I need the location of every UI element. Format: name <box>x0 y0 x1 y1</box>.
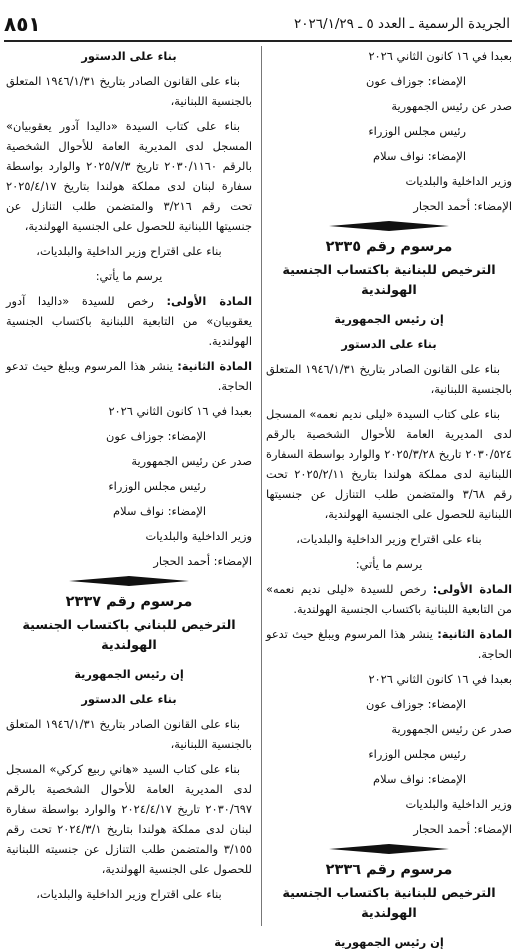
gazette-header-title: الجريدة الرسمية ـ العدد ٥ ـ ٢٠٢٦/١/٢٩ <box>294 16 510 32</box>
decree-letter: بناء على كتاب السيدة «داليدا آدور يعقوبيان» المسجل لدى المديرية العامة للأحوال الشخصية بالرقم ٢٠٣٠/١١٦٠ تاريخ ٢٠٢٥/٧/٣ والوارد بواسطة سفارة لبنان لدى مملكة هولندا بتاريخ ٢٠٢٥/٤/١٧ تحت رقم ٣/٢١٦ والمتضمن طلب التنازل عن جنسيتها اللبنانية للحصول على الجنسية الهولندية، <box>6 119 253 233</box>
issued-by: صدر عن رئيس الجمهورية <box>391 722 512 736</box>
date-line: بعبدا في ١٦ كانون الثاني ٢٠٢٦ <box>108 404 252 418</box>
pm-title: رئيس مجلس الوزراء <box>368 124 466 138</box>
minister-title: وزير الداخلية والبلديات <box>145 529 252 543</box>
article-text: ينشر هذا المرسوم ويبلغ حيث تدعو الحاجة. <box>266 627 512 661</box>
article-2 <box>6 356 252 396</box>
page-number: ٨٥١ <box>4 12 41 36</box>
issued-by: صدر عن رئيس الجمهورية <box>391 99 512 113</box>
decree-president: إن رئيس الجمهورية <box>334 312 444 326</box>
minister-title: وزير الداخلية والبلديات <box>405 174 512 188</box>
decree-subject: الترخيص للبنانية باكتساب الجنسية الهولندية <box>282 263 496 298</box>
decree-president: إن رئيس الجمهورية <box>334 935 444 949</box>
decree-proposal: بناء على اقتراح وزير الداخلية والبلديات، <box>36 244 222 258</box>
decree-word: يرسم ما يأتي: <box>95 269 163 283</box>
decree-constitution: بناء على الدستور <box>81 49 177 63</box>
article-text: ينشر هذا المرسوم ويبلغ حيث تدعو الحاجة. <box>6 359 252 393</box>
column-divider <box>261 46 262 926</box>
article-1 <box>266 579 512 619</box>
decree-title: مرسوم رقم ٢٣٣٦ <box>325 862 453 878</box>
minister-signature: الإمضاء: أحمد الحجار <box>413 199 512 213</box>
pm-signature: الإمضاء: نواف سلام <box>113 504 206 518</box>
decree-letter: بناء على كتاب السيدة «ليلى نديم نعمه» المسجل لدى المديرية العامة للأحوال الشخصية بالرقم ٢٠٣٠/٥٢٤ تاريخ ٢٠٢٥/٣/٢٨ والوارد بواسطة السفارة اللبنانية لدى مملكة هولندا بتاريخ ٢٠٢٥/٢/١١ تحت رقم ٣/٦٨ والمتضمن طلب التنازل عن جنسيتها اللبنانية للحصول على الجنسية الهولندية، <box>266 407 512 521</box>
decree-proposal: بناء على اقتراح وزير الداخلية والبلديات، <box>296 532 482 546</box>
decree-subject: الترخيص للبنانية باكتساب الجنسية الهولندية <box>282 886 496 921</box>
minister-signature: الإمضاء: أحمد الحجار <box>413 822 512 836</box>
pm-signature: الإمضاء: نواف سلام <box>373 149 466 163</box>
decree-letter: بناء على كتاب السيد «هاني ربيع كركي» المسجل لدى المديرية العامة للأحوال الشخصية بالرقم ٢٠٣٠/٦٩٧ تاريخ ٢٠٢٤/٤/١٧ والوارد بواسطة سفارة لبنان لدى مملكة هولندا بتاريخ ٢٠٢٤/٣/١ تحت رقم ٣/١٥٥ والمتضمن طلب التنازل عن جنسيته اللبنانية للحصول على الجنسية الهولندية، <box>6 762 252 876</box>
decree-constitution: بناء على الدستور <box>81 692 177 706</box>
header-divider <box>4 40 512 42</box>
decree-proposal: بناء على اقتراح وزير الداخلية والبلديات، <box>36 887 222 901</box>
president-signature: الإمضاء: جوزاف عون <box>366 697 466 711</box>
left-column <box>6 46 252 931</box>
decree-constitution: بناء على الدستور <box>341 337 437 351</box>
minister-signature: الإمضاء: أحمد الحجار <box>153 554 252 568</box>
right-column <box>266 46 512 949</box>
article-text: رخص للسيدة «ليلى نديم نعمه» من التابعية اللبنانية باكتساب الجنسية الهولندية. <box>266 582 512 616</box>
section-ornament <box>329 844 449 854</box>
article-label: المادة الثانية: <box>437 627 512 641</box>
decree-word: يرسم ما يأتي: <box>355 557 423 571</box>
decree-title: مرسوم رقم ٢٣٣٥ <box>325 239 453 255</box>
date-line: بعبدا في ١٦ كانون الثاني ٢٠٢٦ <box>368 672 512 686</box>
section-ornament <box>69 576 189 586</box>
pm-title: رئيس مجلس الوزراء <box>368 747 466 761</box>
decree-law: بناء على القانون الصادر بتاريخ ١٩٤٦/١/٣١ المتعلق بالجنسية اللبنانية، <box>6 74 252 108</box>
page-header <box>4 10 510 38</box>
issued-by: صدر عن رئيس الجمهورية <box>131 454 252 468</box>
decree-title: مرسوم رقم ٢٣٣٧ <box>65 594 193 610</box>
pm-title: رئيس مجلس الوزراء <box>108 479 206 493</box>
decree-president: إن رئيس الجمهورية <box>74 667 184 681</box>
section-ornament <box>329 221 449 231</box>
article-text: رخص للسيدة «داليدا آدور يعقوبيان» من التابعية اللبنانية باكتساب الجنسية الهولندية. <box>6 294 252 348</box>
president-signature: الإمضاء: جوزاف عون <box>366 74 466 88</box>
article-label: المادة الأولى: <box>166 294 253 308</box>
minister-title: وزير الداخلية والبلديات <box>405 797 512 811</box>
decree-subject: الترخيص للبناني باكتساب الجنسية الهولندية <box>22 618 236 653</box>
pm-signature: الإمضاء: نواف سلام <box>373 772 466 786</box>
article-label: المادة الثانية: <box>177 359 252 373</box>
article-1 <box>6 291 252 351</box>
article-2 <box>266 624 512 664</box>
decree-law: بناء على القانون الصادر بتاريخ ١٩٤٦/١/٣١ المتعلق بالجنسية اللبنانية، <box>266 362 512 396</box>
president-signature: الإمضاء: جوزاف عون <box>106 429 206 443</box>
date-line: بعبدا في ١٦ كانون الثاني ٢٠٢٦ <box>368 49 512 63</box>
article-label: المادة الأولى: <box>432 582 512 596</box>
decree-law: بناء على القانون الصادر بتاريخ ١٩٤٦/١/٣١ المتعلق بالجنسية اللبنانية، <box>6 717 252 751</box>
